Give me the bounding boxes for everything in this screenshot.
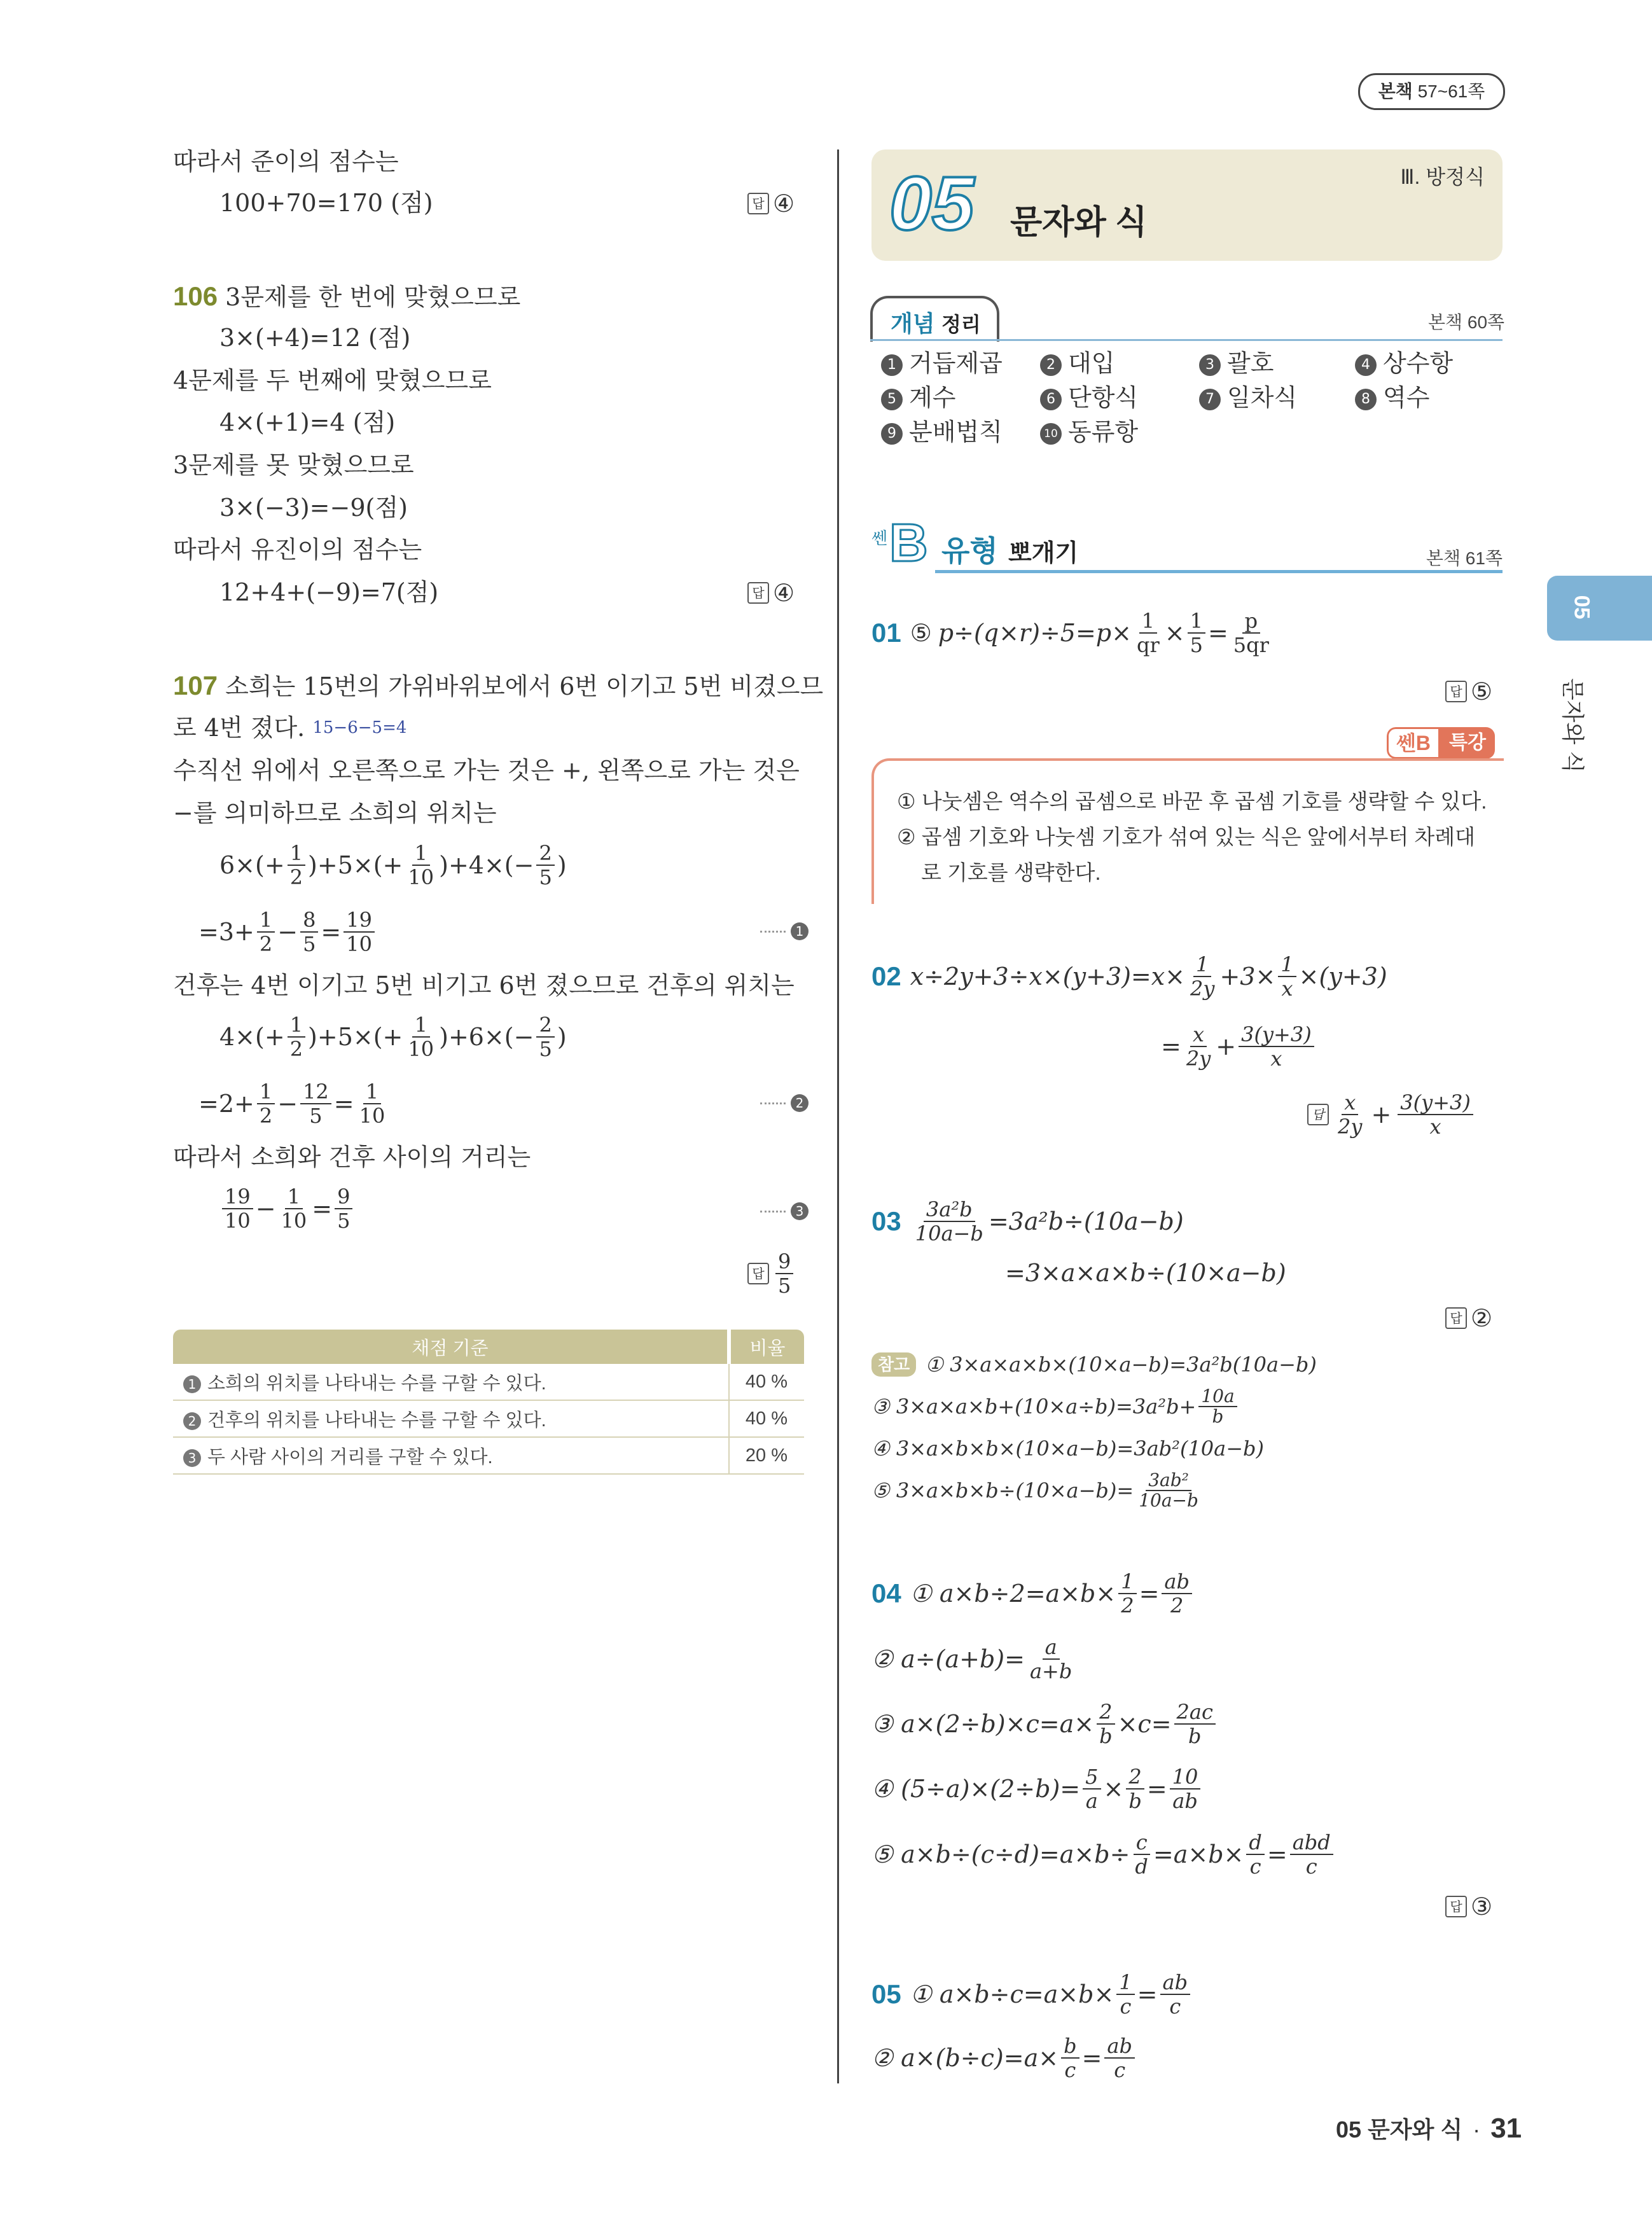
question-03 xyxy=(871,1196,1184,1247)
fraction: $\frac{2ac}{b}$ xyxy=(1174,1700,1216,1748)
expr-text: ×c= xyxy=(1117,1710,1172,1738)
concept-number: 6 xyxy=(1040,389,1062,410)
question-01 xyxy=(871,608,1274,658)
q04-answer xyxy=(1445,1893,1492,1921)
fraction: $\frac{3(y+3)}{x}$ xyxy=(1398,1091,1473,1138)
concept-label-b: 정리 xyxy=(941,313,981,336)
chapter-number: 05 xyxy=(889,161,975,246)
fraction: $\frac{19}{10}$ xyxy=(344,908,375,956)
logo-small: 쎈 xyxy=(871,529,888,548)
p107-line4: −를 의미하므로 소희의 위치는 xyxy=(173,799,497,827)
choice: ⑤ xyxy=(910,619,932,647)
chapter-header xyxy=(871,149,1503,261)
expr-text: = xyxy=(1081,2044,1102,2072)
fraction: $\frac{1}{c}$ xyxy=(1116,1971,1134,2018)
p106-line7: 따라서 유진이의 점수는 xyxy=(173,536,422,564)
question-number: 02 xyxy=(871,961,901,991)
answer-value: ② xyxy=(1471,1304,1493,1332)
fraction: $\frac{ab}{2}$ xyxy=(1162,1570,1192,1617)
tip-box xyxy=(871,758,1504,904)
step-marker-2: 2 xyxy=(760,1094,815,1112)
text-line: 소희는 15번의 가위바위보에서 6번 이기고 5번 비겼으므 xyxy=(225,672,824,700)
concept-item xyxy=(1355,344,1453,379)
expr-text: x÷2y+3÷x×(y+3)=x× xyxy=(910,963,1186,990)
grading-table xyxy=(173,1330,804,1475)
p107-line2 xyxy=(173,711,406,744)
logo-b: B xyxy=(889,513,928,573)
fraction: $\frac{10}{ab}$ xyxy=(1170,1765,1201,1812)
p105-calc: 100+70=170 (점) xyxy=(219,189,433,217)
p107-expr4 xyxy=(198,1078,390,1129)
side-note: 15−6−5=4 xyxy=(312,718,407,737)
expr-text: )+6×(− xyxy=(439,1023,534,1051)
fraction: $\frac{5}{a}$ xyxy=(1083,1765,1100,1812)
tip-line: ① 나눗셈은 역수의 곱셈으로 바꾼 후 곱셈 기호를 생략할 수 있다. xyxy=(897,789,1487,813)
concept-rule xyxy=(870,339,1503,341)
concept-term: 동류항 xyxy=(1068,419,1139,446)
note-line: ④ 3×a×b×b×(10×a−b)=3ab²(10a−b) xyxy=(871,1436,1265,1461)
tip-tag xyxy=(1387,727,1495,759)
expr-text: − xyxy=(277,1090,298,1118)
tip-line: ② 곱셈 기호와 나눗셈 기호가 섞여 있는 식은 앞에서부터 차례대 xyxy=(897,825,1476,849)
expr-text: − xyxy=(277,918,298,946)
fraction: $\frac{10a}{b}$ xyxy=(1198,1387,1237,1426)
expr-text: = xyxy=(1137,1980,1158,2008)
problem-106 xyxy=(173,280,520,314)
tip-tag-a: 쎈B xyxy=(1387,727,1440,759)
p106-line6: 3×(−3)=−9(점) xyxy=(219,494,408,522)
fraction: $\frac{2}{b}$ xyxy=(1126,1765,1144,1812)
expr-text: 6×(+ xyxy=(219,851,285,879)
fraction: $\frac{\text{abd}}{c}$ xyxy=(1290,1831,1333,1878)
concept-number: 10 xyxy=(1040,423,1062,445)
fraction: $\frac{2}{5}$ xyxy=(536,842,554,889)
type-section-header xyxy=(871,514,1503,574)
column-divider xyxy=(837,149,839,2083)
concept-item xyxy=(1040,344,1114,379)
concept-number: 9 xyxy=(881,423,903,445)
expr-text: = xyxy=(333,1090,354,1118)
fraction: $\frac{1}{10}$ xyxy=(408,841,434,889)
expr-text: = xyxy=(1207,619,1228,647)
question-number: 03 xyxy=(871,1206,901,1236)
problem-number: 106 xyxy=(173,281,218,311)
fraction: $\frac{1}{10}$ xyxy=(281,1185,307,1233)
type-section-ref: 본책 61쪽 xyxy=(1426,548,1503,568)
unit-label: Ⅲ. 방정식 xyxy=(1400,165,1485,188)
concept-number: 4 xyxy=(1355,354,1377,376)
concept-term: 괄호 xyxy=(1227,351,1274,377)
question-number: 05 xyxy=(871,1979,901,2009)
fraction: $\frac{1}{2}$ xyxy=(288,1013,305,1060)
p107-line3: 수직선 위에서 오른쪽으로 가는 것은 +, 왼쪽으로 가는 것은 xyxy=(173,756,800,784)
q03-line2: =3×a×a×b÷(10×a−b) xyxy=(1005,1259,1286,1287)
fraction: $\frac{2}{5}$ xyxy=(536,1013,554,1060)
type-title-b: 뽀개기 xyxy=(1008,540,1079,567)
answer-icon: 답 xyxy=(1445,1307,1467,1329)
fraction: $\frac{3(y+3)}{x}$ xyxy=(1239,1023,1314,1070)
fraction: $\frac{x}{2y}$ xyxy=(1186,1022,1211,1071)
fraction: $\frac{1}{2}$ xyxy=(257,1080,275,1127)
tip-tag-b: 특강 xyxy=(1440,727,1495,759)
question-number: 04 xyxy=(871,1578,901,1608)
concept-item xyxy=(1355,378,1429,413)
problem-number: 107 xyxy=(173,671,218,700)
fraction: $\frac{1}{2}$ xyxy=(1118,1570,1136,1617)
fraction: $\frac{12}{5}$ xyxy=(300,1080,331,1127)
expr-text: )+4×(− xyxy=(439,851,534,879)
concept-term: 단항식 xyxy=(1068,385,1139,412)
concept-ref: 본책 60쪽 xyxy=(1428,312,1505,332)
answer-icon: 답 xyxy=(747,193,769,214)
expr-text: ⑤ a×b÷(c÷d)=a×b÷ xyxy=(871,1840,1130,1868)
concept-label-a: 개념 xyxy=(891,310,935,337)
p105-intro: 따라서 준이의 점수는 xyxy=(173,148,399,176)
fraction: $\frac{p}{5qr}$ xyxy=(1233,609,1269,657)
concept-item xyxy=(1199,344,1274,379)
expr-text: )+5×(+ xyxy=(308,1023,403,1051)
concept-item xyxy=(1199,378,1297,413)
answer-value: ⑤ xyxy=(1471,678,1493,705)
note-line: ① 3×a×a×b×(10×a−b)=3a²b(10a−b) xyxy=(925,1352,1317,1377)
answer-value: ③ xyxy=(1471,1893,1493,1921)
note-tag: 참고 xyxy=(871,1352,916,1377)
expr-text: ) xyxy=(557,1023,567,1051)
expr-text: ① a×b÷2=a×b× xyxy=(910,1580,1116,1608)
page-number: 31 xyxy=(1490,2113,1522,2144)
p106-line3: 4문제를 두 번째에 맞혔으므로 xyxy=(173,366,492,394)
fraction: $\frac{1}{5}$ xyxy=(1188,609,1205,657)
p107-expr1 xyxy=(219,840,567,891)
chapter-side-tab[interactable] xyxy=(1547,576,1652,641)
q05-row2 xyxy=(871,2033,1137,2083)
expr-text: )+5×(+ xyxy=(308,851,403,879)
concept-item xyxy=(881,344,1003,379)
p106-answer xyxy=(747,579,795,607)
fraction: $\frac{1}{2}$ xyxy=(288,842,305,889)
type-title-a: 유형 xyxy=(941,534,998,567)
q04-row2 xyxy=(871,1634,1077,1685)
concept-term: 거듭제곱 xyxy=(909,351,1003,377)
book-label: 본책 xyxy=(1378,81,1413,101)
fraction: $\frac{a}{a+b}$ xyxy=(1029,1635,1072,1683)
expr-text: = xyxy=(1161,1032,1181,1060)
fraction: $\frac{19}{10}$ xyxy=(222,1185,253,1232)
expr-text: × xyxy=(1164,619,1185,647)
expr-text: 4×(+ xyxy=(219,1023,285,1051)
grading-header-criteria: 채점 기준 xyxy=(173,1330,729,1364)
expr-text: = xyxy=(1139,1580,1160,1608)
concept-number: 8 xyxy=(1355,389,1377,410)
fraction: $\frac{9}{5}$ xyxy=(335,1185,352,1232)
fraction: $\frac{9}{5}$ xyxy=(775,1250,793,1297)
table-row: 1 소희의 위치를 나타내는 수를 구할 수 있다. 40 % xyxy=(173,1364,804,1400)
book-pages: 57~61쪽 xyxy=(1417,81,1485,101)
problem-107 xyxy=(173,669,823,703)
expr-text: ② a÷(a+b)= xyxy=(871,1645,1025,1673)
concept-number: 2 xyxy=(1040,354,1062,376)
expr-text: ② a×(b÷c)=a× xyxy=(871,2044,1059,2072)
expr-text: ④ (5÷a)×(2÷b)= xyxy=(871,1775,1081,1803)
answer-icon: 답 xyxy=(1307,1104,1329,1125)
expr-text: ③ a×(2÷b)×c=a× xyxy=(871,1710,1095,1738)
p107-expr5 xyxy=(219,1183,355,1234)
side-tab-title: 문자와 식 xyxy=(1560,678,1586,774)
fraction: $\frac{\text{3ab²}}{10a-b}$ xyxy=(1139,1470,1198,1511)
expr-text: − xyxy=(255,1195,276,1223)
concept-number: 1 xyxy=(881,354,903,376)
expr-text: = xyxy=(312,1195,333,1223)
fraction: $\frac{x}{2y}$ xyxy=(1338,1090,1363,1139)
table-row: 2 건후의 위치를 나타내는 수를 구할 수 있다. 40 % xyxy=(173,1400,804,1437)
table-row: 3 두 사람 사이의 거리를 구할 수 있다. 20 % xyxy=(173,1437,804,1474)
q03-answer xyxy=(1445,1304,1492,1332)
concept-term: 상수항 xyxy=(1383,351,1454,377)
fraction: $\frac{c}{d}$ xyxy=(1132,1831,1150,1878)
p106-line5: 3문제를 못 맞혔으므로 xyxy=(173,451,414,479)
fraction: $\frac{1}{2}$ xyxy=(257,908,275,956)
text-line: 로 4번 졌다. xyxy=(173,714,305,742)
fraction: $\frac{2}{b}$ xyxy=(1097,1700,1114,1748)
fraction: $\frac{1}{10}$ xyxy=(408,1013,434,1061)
fraction: $\frac{ab}{c}$ xyxy=(1104,2034,1135,2082)
q02-answer xyxy=(1307,1091,1476,1138)
answer-icon: 답 xyxy=(1445,681,1467,702)
expr-text: p÷(q×r)÷5=p× xyxy=(938,619,1132,647)
p107-expr3 xyxy=(219,1011,567,1062)
expr-text: = xyxy=(1146,1775,1167,1803)
fraction: $\frac{d}{c}$ xyxy=(1246,1831,1264,1878)
book-ref-badge xyxy=(1358,73,1505,110)
concept-term: 분배법칙 xyxy=(909,419,1003,446)
expr-text: ) xyxy=(557,851,567,879)
fraction: $\frac{1}{2y}$ xyxy=(1190,952,1215,1001)
expr-text: + xyxy=(1216,1032,1237,1060)
expr-text: + xyxy=(1371,1101,1392,1129)
fraction: $\frac{b}{c}$ xyxy=(1061,2034,1079,2082)
answer-value: ④ xyxy=(773,190,795,218)
side-tab-number: 05 xyxy=(1569,595,1594,620)
expr-text: ① a×b÷c=a×b× xyxy=(910,1980,1114,2008)
concept-term: 계수 xyxy=(909,385,956,412)
p106-line4: 4×(+1)=4 (점) xyxy=(219,408,396,436)
concept-term: 역수 xyxy=(1383,385,1430,412)
concept-item xyxy=(1040,378,1138,413)
concept-term: 일차식 xyxy=(1227,385,1298,412)
answer-value: ④ xyxy=(773,579,795,607)
q02-line2 xyxy=(1161,1021,1317,1072)
concept-tab xyxy=(870,296,999,342)
q04-row3 xyxy=(871,1699,1218,1749)
note-line: ③ 3×a×a×b+(10×a÷b)=3a²b+ xyxy=(871,1394,1197,1419)
p107-answer xyxy=(747,1250,796,1297)
concept-number: 5 xyxy=(881,389,903,410)
expr-text: = xyxy=(321,918,342,946)
expr-text: =3+ xyxy=(198,918,254,946)
fraction: $\frac{\text{3a²b}}{10a-b}$ xyxy=(915,1197,983,1246)
expr-text: +3× xyxy=(1219,963,1276,990)
p107-line6: 따라서 소희와 건후 사이의 거리는 xyxy=(173,1143,531,1171)
expr-text: ×(y+3) xyxy=(1298,963,1387,990)
footer-chapter: 05 문자와 식 xyxy=(1336,2116,1463,2143)
p106-line2: 3×(+4)=12 (점) xyxy=(219,324,411,352)
fraction: $\frac{1}{10}$ xyxy=(359,1080,385,1128)
tip-line: 로 기호를 생략한다. xyxy=(921,861,1101,884)
fraction: $\frac{8}{5}$ xyxy=(300,908,318,956)
fraction: $\frac{1}{qr}$ xyxy=(1136,609,1160,657)
grading-header-ratio: 비율 xyxy=(729,1330,804,1364)
text-line: 3문제를 한 번에 맞혔으므로 xyxy=(225,283,521,311)
question-number: 01 xyxy=(871,618,901,648)
step-marker-1: 1 xyxy=(760,922,815,940)
p106-line8: 12+4+(−9)=7(점) xyxy=(219,578,439,606)
concept-number: 7 xyxy=(1199,389,1221,410)
expr-text: =2+ xyxy=(198,1090,254,1118)
fraction: $\frac{ab}{c}$ xyxy=(1160,1971,1191,2018)
concept-item xyxy=(881,412,1003,447)
question-02 xyxy=(871,951,1387,1002)
expr-text: =3a²b÷(10a−b) xyxy=(988,1207,1184,1235)
type-section-rule xyxy=(935,570,1503,573)
p107-expr2 xyxy=(198,907,377,957)
concept-item xyxy=(1040,412,1138,447)
concept-term: 대입 xyxy=(1068,351,1115,377)
concept-number: 3 xyxy=(1199,354,1221,376)
q01-answer xyxy=(1445,678,1492,705)
answer-icon: 답 xyxy=(747,1263,769,1284)
p105-answer xyxy=(747,190,795,218)
answer-icon: 답 xyxy=(1445,1896,1467,1917)
question-05 xyxy=(871,1969,1193,2020)
q04-row4 xyxy=(871,1763,1203,1814)
fraction: $\frac{1}{x}$ xyxy=(1278,953,1296,1000)
step-marker-3: 3 xyxy=(760,1202,815,1220)
p107-line5: 건후는 4번 이기고 5번 비기고 6번 졌으므로 건후의 위치는 xyxy=(173,971,795,999)
q03-notes xyxy=(871,1345,1317,1513)
expr-text: = xyxy=(1267,1840,1288,1868)
note-line: ⑤ 3×a×b×b÷(10×a−b)= xyxy=(871,1478,1134,1503)
answer-icon: 답 xyxy=(747,582,769,604)
q04-row5 xyxy=(871,1829,1336,1880)
concept-item xyxy=(881,378,955,413)
page-footer: 05 문자와 식 · 31 xyxy=(1336,2113,1522,2144)
question-04 xyxy=(871,1568,1195,1619)
expr-text: × xyxy=(1103,1775,1124,1803)
expr-text: =a×b× xyxy=(1153,1840,1244,1868)
chapter-title: 문자와 식 xyxy=(1010,204,1148,241)
